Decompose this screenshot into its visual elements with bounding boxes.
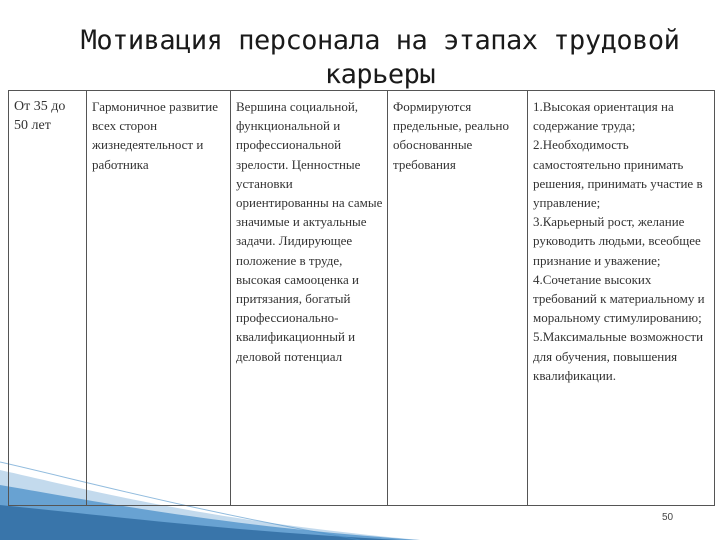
- requirements-cell: Формируются предельные, реально обоснованные требования: [388, 91, 528, 506]
- list-item: 5.Максимальные возможности для обучения, повышения квалификации.: [533, 329, 704, 383]
- development-cell: Гармоничное развитие всех сторон жизнедеятельност и работника: [87, 91, 231, 506]
- list-item: 4.Сочетание высоких требований к материальному и моральному стимулированию;: [533, 271, 705, 326]
- list-item: 2.Необходимость самостоятельно принимать решения, принимать участие в управление;: [533, 137, 703, 211]
- table-row: [9, 91, 715, 506]
- list-item: 3.Карьерный рост, желание руководить людьми, всеобщее признание и уважение;: [533, 214, 701, 268]
- motivation-cell: [528, 91, 715, 506]
- list-item: 1.Высокая ориентация на содержание труда;: [533, 99, 674, 134]
- slide-title: Мотивация персонала на этапах трудовой карьеры: [80, 25, 680, 90]
- age-cell: От 35 до 50 лет: [9, 91, 87, 506]
- page-number: 50: [662, 512, 674, 523]
- motivation-table: [8, 90, 715, 506]
- stage-description-cell: Вершина социальной, функциональной и профессиональной зрелости. Ценностные установки ориентированны на самые значимые и актуальные задачи. Лидирующее положение в труде, высокая самооценка и притязания, богатый профессионально-квалификационный и деловой потенциал: [231, 91, 388, 506]
- motivation-list: [533, 97, 710, 385]
